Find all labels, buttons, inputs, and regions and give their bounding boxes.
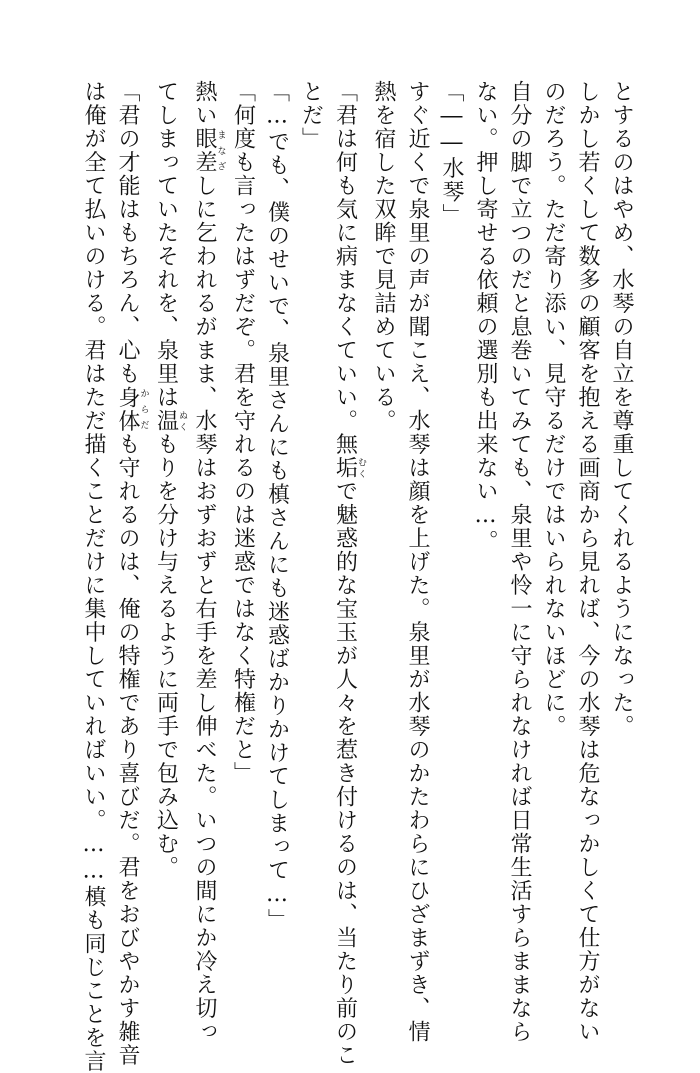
text-line: 熱い眼差まなざしに乞われるがまま、水琴はおずおずと右手を差し伸べた。いつの間にか冷え切っ [192, 80, 226, 1044]
furigana-reading: からだ [138, 385, 149, 433]
text-line: ない。押し寄せる依頼の選別も出来ない…。 [473, 80, 498, 553]
text-line: は俺が全て払いのける。君はただ描くことだけに集中していればいい。……槙も同じことを言 [81, 80, 106, 1073]
furigana-ruby: 身体からだ [115, 385, 149, 433]
furigana-ruby: 眼差まなざ [192, 127, 226, 174]
text-line: 「君の才能はもちろん、心も身体からだも守れるのは、俺の特権であり喜びだ。君をおびやかす雑音 [115, 80, 149, 1067]
text-line: すぐ近くで泉里の声が聞こえ、水琴は顔を上げた。泉里が水琴のかたわらにひざまずき、情 [405, 80, 430, 1044]
text-line: 熱を宿した双眸で見詰めている。 [371, 80, 396, 433]
text-line: 自分の脚で立つのだと息巻いてみても、泉里や怜一に守られなければ日常生活すらままなら [507, 80, 532, 1044]
text-line: 「何度も言ったはずだぞ。君を守れるのは迷惑ではなく特権だと」 [230, 80, 256, 785]
furigana-reading: ぬく [177, 409, 187, 433]
furigana-ruby: 温ぬく [153, 409, 187, 433]
text-line: てしまっていたそれを、泉里は温ぬくもりを分け与えるように両手で包み込む。 [153, 80, 187, 879]
text-line: とするのはやめ、水琴の自立を尊重してくれるようになった。 [609, 80, 634, 738]
furigana-ruby: 垢むく [332, 456, 366, 480]
text-line: しかし若くして数多の顧客を抱える画商から見れば、今の水琴は危なっかしくて仕方がない [575, 80, 600, 1044]
furigana-reading: まなざ [215, 127, 226, 174]
text-line: 「…でも、僕のせいで、泉里さんにも槙さんにも迷惑ばかりかけてしまって…」 [264, 80, 290, 932]
furigana-reading: むく [356, 456, 366, 480]
text-line: 「――水琴」 [439, 80, 464, 227]
text-line: とだ」 [298, 80, 324, 151]
text-line: のだろう。ただ寄り添い、見守るだけではいられないほどに。 [541, 80, 566, 738]
text-line: 「君は何も気に病まなくていい。無垢むくで魅惑的な宝玉が人々を惹き付けるのは、当たり前のこ [332, 80, 366, 1067]
vertical-text-body [76, 80, 638, 1073]
